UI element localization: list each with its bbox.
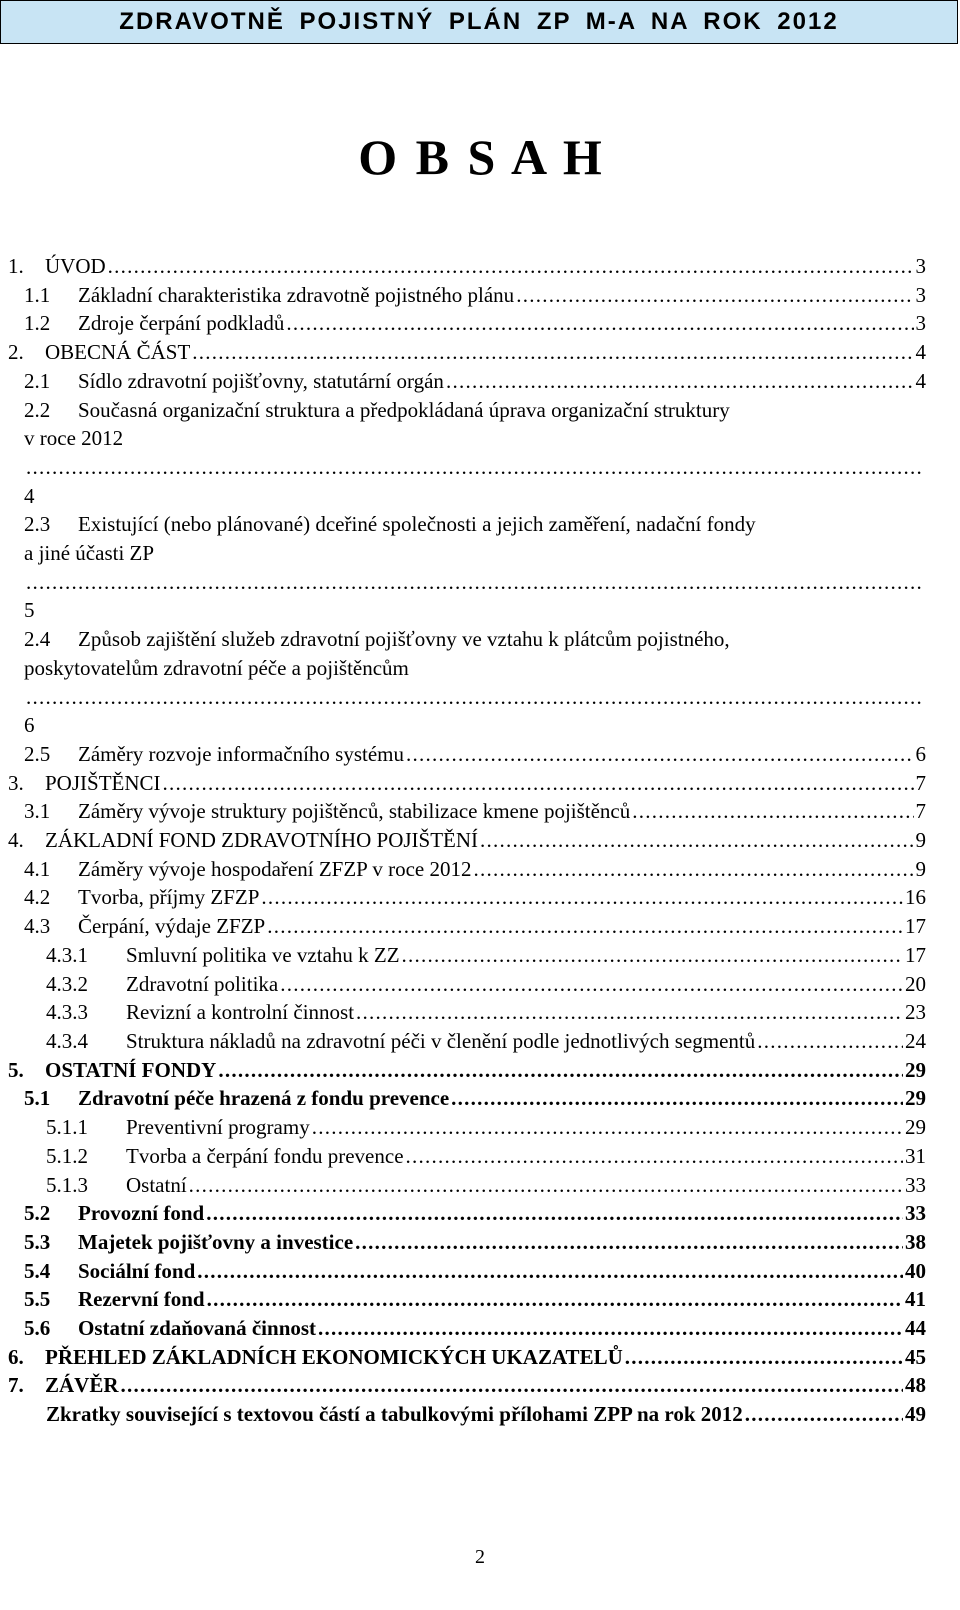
toc-entry[interactable] <box>0 912 960 941</box>
toc-entry-title-continued: a jiné účasti ZP <box>24 541 155 566</box>
toc-entry-number: 2. <box>8 340 24 365</box>
toc-entry[interactable] <box>0 1171 960 1200</box>
dot-leader <box>451 1084 903 1113</box>
toc-entry-title: OSTATNÍ FONDY <box>45 1057 217 1082</box>
toc-entry[interactable] <box>0 769 960 798</box>
toc-entry-number: 2.4 <box>24 627 51 652</box>
dot-leader <box>192 338 913 367</box>
toc-entry-page: 5 <box>24 598 35 623</box>
toc-entry[interactable] <box>0 740 960 769</box>
toc-entry-page: 9 <box>915 828 926 853</box>
toc-entry-number: 3. <box>8 770 24 795</box>
toc-entry-page: 40 <box>905 1258 926 1283</box>
toc-entry-title: Tvorba a čerpání fondu prevence <box>126 1143 404 1168</box>
toc-entry-title: Záměry vývoje hospodaření ZFZP v roce 2012 <box>78 856 472 881</box>
toc-entry-number: 4.1 <box>24 856 51 881</box>
toc-entry-title: Zkratky související s textovou částí a tabulkovými přílohami ZPP na rok 2012 <box>46 1402 743 1427</box>
toc-entry[interactable] <box>0 252 960 281</box>
toc-entry-page: 44 <box>905 1316 926 1341</box>
toc-entry-page: 33 <box>905 1172 926 1197</box>
toc-entry[interactable] <box>0 1199 960 1228</box>
toc-entry-number: 5. <box>8 1057 24 1082</box>
toc-entry-title: Smluvní politika ve vztahu k ZZ <box>126 942 400 967</box>
toc-entry-number: 4.3.4 <box>46 1028 88 1053</box>
toc-entry[interactable] <box>0 970 960 999</box>
toc-entry-title: Zdravotní péče hrazená z fondu prevence <box>78 1086 450 1111</box>
toc-entry-number: 5.6 <box>24 1316 51 1341</box>
toc-entry[interactable] <box>0 1228 960 1257</box>
header-title: ZDRAVOTNĚ POJISTNÝ PLÁN ZP M-A NA ROK 2012 <box>119 8 839 35</box>
toc-entry-page: 48 <box>905 1373 926 1398</box>
dot-leader <box>189 1171 903 1200</box>
toc-entry[interactable] <box>0 941 960 970</box>
toc-entry-page: 20 <box>905 971 926 996</box>
toc-entry[interactable] <box>0 281 960 310</box>
toc-entry[interactable] <box>0 309 960 338</box>
dot-leader <box>261 883 903 912</box>
toc-entry-title: Ostatní <box>126 1172 187 1197</box>
toc-entry[interactable] <box>0 1084 960 1113</box>
toc-entry-title: Struktura nákladů na zdravotní péči v členění podle jednotlivých segmentů <box>126 1028 756 1053</box>
toc-entry[interactable] <box>0 826 960 855</box>
toc-entry-page: 16 <box>905 885 926 910</box>
toc-entry-number: 6. <box>8 1344 24 1369</box>
toc-entry-number: 5.1.2 <box>46 1143 88 1168</box>
dot-leader <box>406 1142 903 1171</box>
table-of-contents <box>0 252 960 1429</box>
toc-entry-title: ZÁVĚR <box>45 1373 119 1398</box>
toc-entry-number: 2.3 <box>24 512 51 537</box>
toc-entry[interactable] <box>0 883 960 912</box>
toc-entry-number: 5.3 <box>24 1229 51 1254</box>
toc-entry[interactable] <box>0 1343 960 1372</box>
toc-entry-page: 29 <box>905 1057 926 1082</box>
toc-entry-number: 4.2 <box>24 885 51 910</box>
toc-entry[interactable] <box>0 1400 960 1429</box>
toc-entry-page: 3 <box>915 282 926 307</box>
dot-leader <box>207 1285 903 1314</box>
toc-entry-number: 1.1 <box>24 282 51 307</box>
dot-leader <box>26 453 924 482</box>
toc-entry-page: 7 <box>915 799 926 824</box>
toc-entry[interactable] <box>0 1285 960 1314</box>
toc-entry-title: POJIŠTĚNCI <box>45 770 161 795</box>
dot-leader <box>757 1027 903 1056</box>
toc-entry-title: Rezervní fond <box>78 1287 205 1312</box>
toc-entry-title: Záměry vývoje struktury pojištěnců, stabilizace kmene pojištěnců <box>78 799 631 824</box>
toc-entry-page: 31 <box>905 1143 926 1168</box>
dot-leader <box>26 568 924 597</box>
toc-entry-page: 6 <box>24 713 35 738</box>
dot-leader <box>318 1314 903 1343</box>
toc-entry-number: 4.3.2 <box>46 971 88 996</box>
toc-entry-page: 3 <box>915 254 926 278</box>
toc-entry-title: Zdravotní politika <box>126 971 279 996</box>
dot-leader <box>632 797 913 826</box>
toc-entry-title: Sociální fond <box>78 1258 196 1283</box>
toc-entry-page: 29 <box>905 1115 926 1140</box>
dot-leader <box>267 912 903 941</box>
toc-entry-title: ÚVOD <box>45 254 106 278</box>
toc-entry[interactable] <box>0 998 960 1027</box>
toc-entry-title: PŘEHLED ZÁKLADNÍCH EKONOMICKÝCH UKAZATELŮ <box>45 1344 623 1369</box>
toc-entry-page: 29 <box>905 1086 926 1111</box>
toc-entry-number: 2.1 <box>24 368 51 393</box>
toc-entry-page: 45 <box>905 1344 926 1369</box>
toc-entry-number: 4. <box>8 828 24 853</box>
dot-leader <box>745 1400 903 1429</box>
toc-entry-number: 7. <box>8 1373 24 1398</box>
dot-leader <box>473 855 913 884</box>
dot-leader <box>121 1371 903 1400</box>
toc-entry-title: Záměry rozvoje informačního systému <box>78 741 404 766</box>
toc-entry[interactable] <box>0 1257 960 1286</box>
toc-entry-page: 4 <box>915 368 926 393</box>
toc-entry-page: 4 <box>915 340 926 365</box>
toc-entry[interactable] <box>0 1027 960 1056</box>
dot-leader <box>446 367 914 396</box>
toc-entry[interactable] <box>0 367 960 396</box>
page-number: 2 <box>475 1546 485 1568</box>
toc-entry-number: 5.1 <box>24 1086 51 1111</box>
dot-leader <box>625 1343 903 1372</box>
toc-entry-title: Čerpání, výdaje ZFZP <box>78 914 266 939</box>
toc-entry-number: 5.4 <box>24 1258 51 1283</box>
toc-entry-number: 5.2 <box>24 1201 51 1226</box>
toc-entry[interactable] <box>0 338 960 367</box>
dot-leader <box>406 740 914 769</box>
toc-entry-title: ZÁKLADNÍ FOND ZDRAVOTNÍHO POJIŠTĚNÍ <box>45 828 479 853</box>
toc-entry-page: 6 <box>915 741 926 766</box>
dot-leader <box>108 252 914 281</box>
toc-entry-title: Sídlo zdravotní pojišťovny, statutární orgán <box>78 368 444 393</box>
toc-entry-title: Existující (nebo plánované) dceřiné společnosti a jejich zaměření, nadační fondy <box>78 512 756 537</box>
toc-entry[interactable] <box>0 797 960 826</box>
toc-entry-page: 41 <box>905 1287 926 1312</box>
toc-entry-number: 5.5 <box>24 1287 51 1312</box>
toc-entry-page: 7 <box>915 770 926 795</box>
dot-leader <box>355 1228 903 1257</box>
toc-entry-number: 3.1 <box>24 799 51 824</box>
toc-entry-number: 5.1.1 <box>46 1115 88 1140</box>
toc-entry-title: Majetek pojišťovny a investice <box>78 1229 354 1254</box>
toc-entry-page: 38 <box>905 1229 926 1254</box>
toc-entry-page: 33 <box>905 1201 926 1226</box>
toc-entry-page: 49 <box>905 1402 926 1427</box>
toc-entry-title: Základní charakteristika zdravotně pojistného plánu <box>78 282 515 307</box>
dot-leader <box>402 941 903 970</box>
toc-entry-title: Preventivní programy <box>126 1115 310 1140</box>
toc-entry-title: Současná organizační struktura a předpokládaná úprava organizační struktury <box>78 397 730 422</box>
dot-leader <box>163 769 914 798</box>
toc-title: O B S A H <box>358 129 602 185</box>
dot-leader <box>26 683 924 712</box>
toc-entry[interactable] <box>0 855 960 884</box>
dot-leader <box>280 970 903 999</box>
toc-entry[interactable] <box>0 625 960 740</box>
toc-entry-page: 23 <box>905 1000 926 1025</box>
toc-entry[interactable] <box>0 1142 960 1171</box>
toc-entry[interactable] <box>0 1113 960 1142</box>
toc-entry-page: 17 <box>905 942 926 967</box>
document-header <box>0 0 958 44</box>
toc-entry-title: OBECNÁ ČÁST <box>45 340 191 365</box>
toc-entry-page: 17 <box>905 914 926 939</box>
toc-entry-number: 5.1.3 <box>46 1172 88 1197</box>
toc-entry-number: 4.3.3 <box>46 1000 88 1025</box>
toc-entry-number: 2.2 <box>24 397 51 422</box>
toc-entry[interactable] <box>0 1371 960 1400</box>
toc-entry-number: 4.3 <box>24 914 51 939</box>
dot-leader <box>206 1199 903 1228</box>
toc-entry-page: 4 <box>24 483 35 508</box>
toc-entry-page: 3 <box>915 311 926 336</box>
toc-entry[interactable] <box>0 396 960 511</box>
toc-entry-number: 1. <box>8 254 24 278</box>
dot-leader <box>312 1113 903 1142</box>
toc-entry[interactable] <box>0 1056 960 1085</box>
toc-entry-number: 2.5 <box>24 741 51 766</box>
toc-entry-number: 1.2 <box>24 311 51 336</box>
toc-entry-title: Způsob zajištění služeb zdravotní pojišťovny ve vztahu k plátcům pojistného, <box>78 627 730 652</box>
dot-leader <box>480 826 913 855</box>
dot-leader <box>197 1257 903 1286</box>
toc-entry-page: 9 <box>915 856 926 881</box>
toc-entry-title: Revizní a kontrolní činnost <box>126 1000 355 1025</box>
toc-entry-number: 4.3.1 <box>46 942 88 967</box>
toc-entry-title: Tvorba, příjmy ZFZP <box>78 885 260 910</box>
toc-entry-title: Ostatní zdaňovaná činnost <box>78 1316 317 1341</box>
dot-leader <box>286 309 913 338</box>
dot-leader <box>516 281 913 310</box>
toc-entry-page: 24 <box>905 1028 926 1053</box>
dot-leader <box>218 1056 903 1085</box>
toc-entry-title: Zdroje čerpání podkladů <box>78 311 285 336</box>
toc-entry-title-continued: poskytovatelům zdravotní péče a pojištěncům <box>24 655 409 680</box>
dot-leader <box>356 998 903 1027</box>
toc-entry[interactable] <box>0 1314 960 1343</box>
toc-entry-title-continued: v roce 2012 <box>24 426 124 451</box>
toc-entry-title: Provozní fond <box>78 1201 205 1226</box>
toc-entry[interactable] <box>0 510 960 625</box>
